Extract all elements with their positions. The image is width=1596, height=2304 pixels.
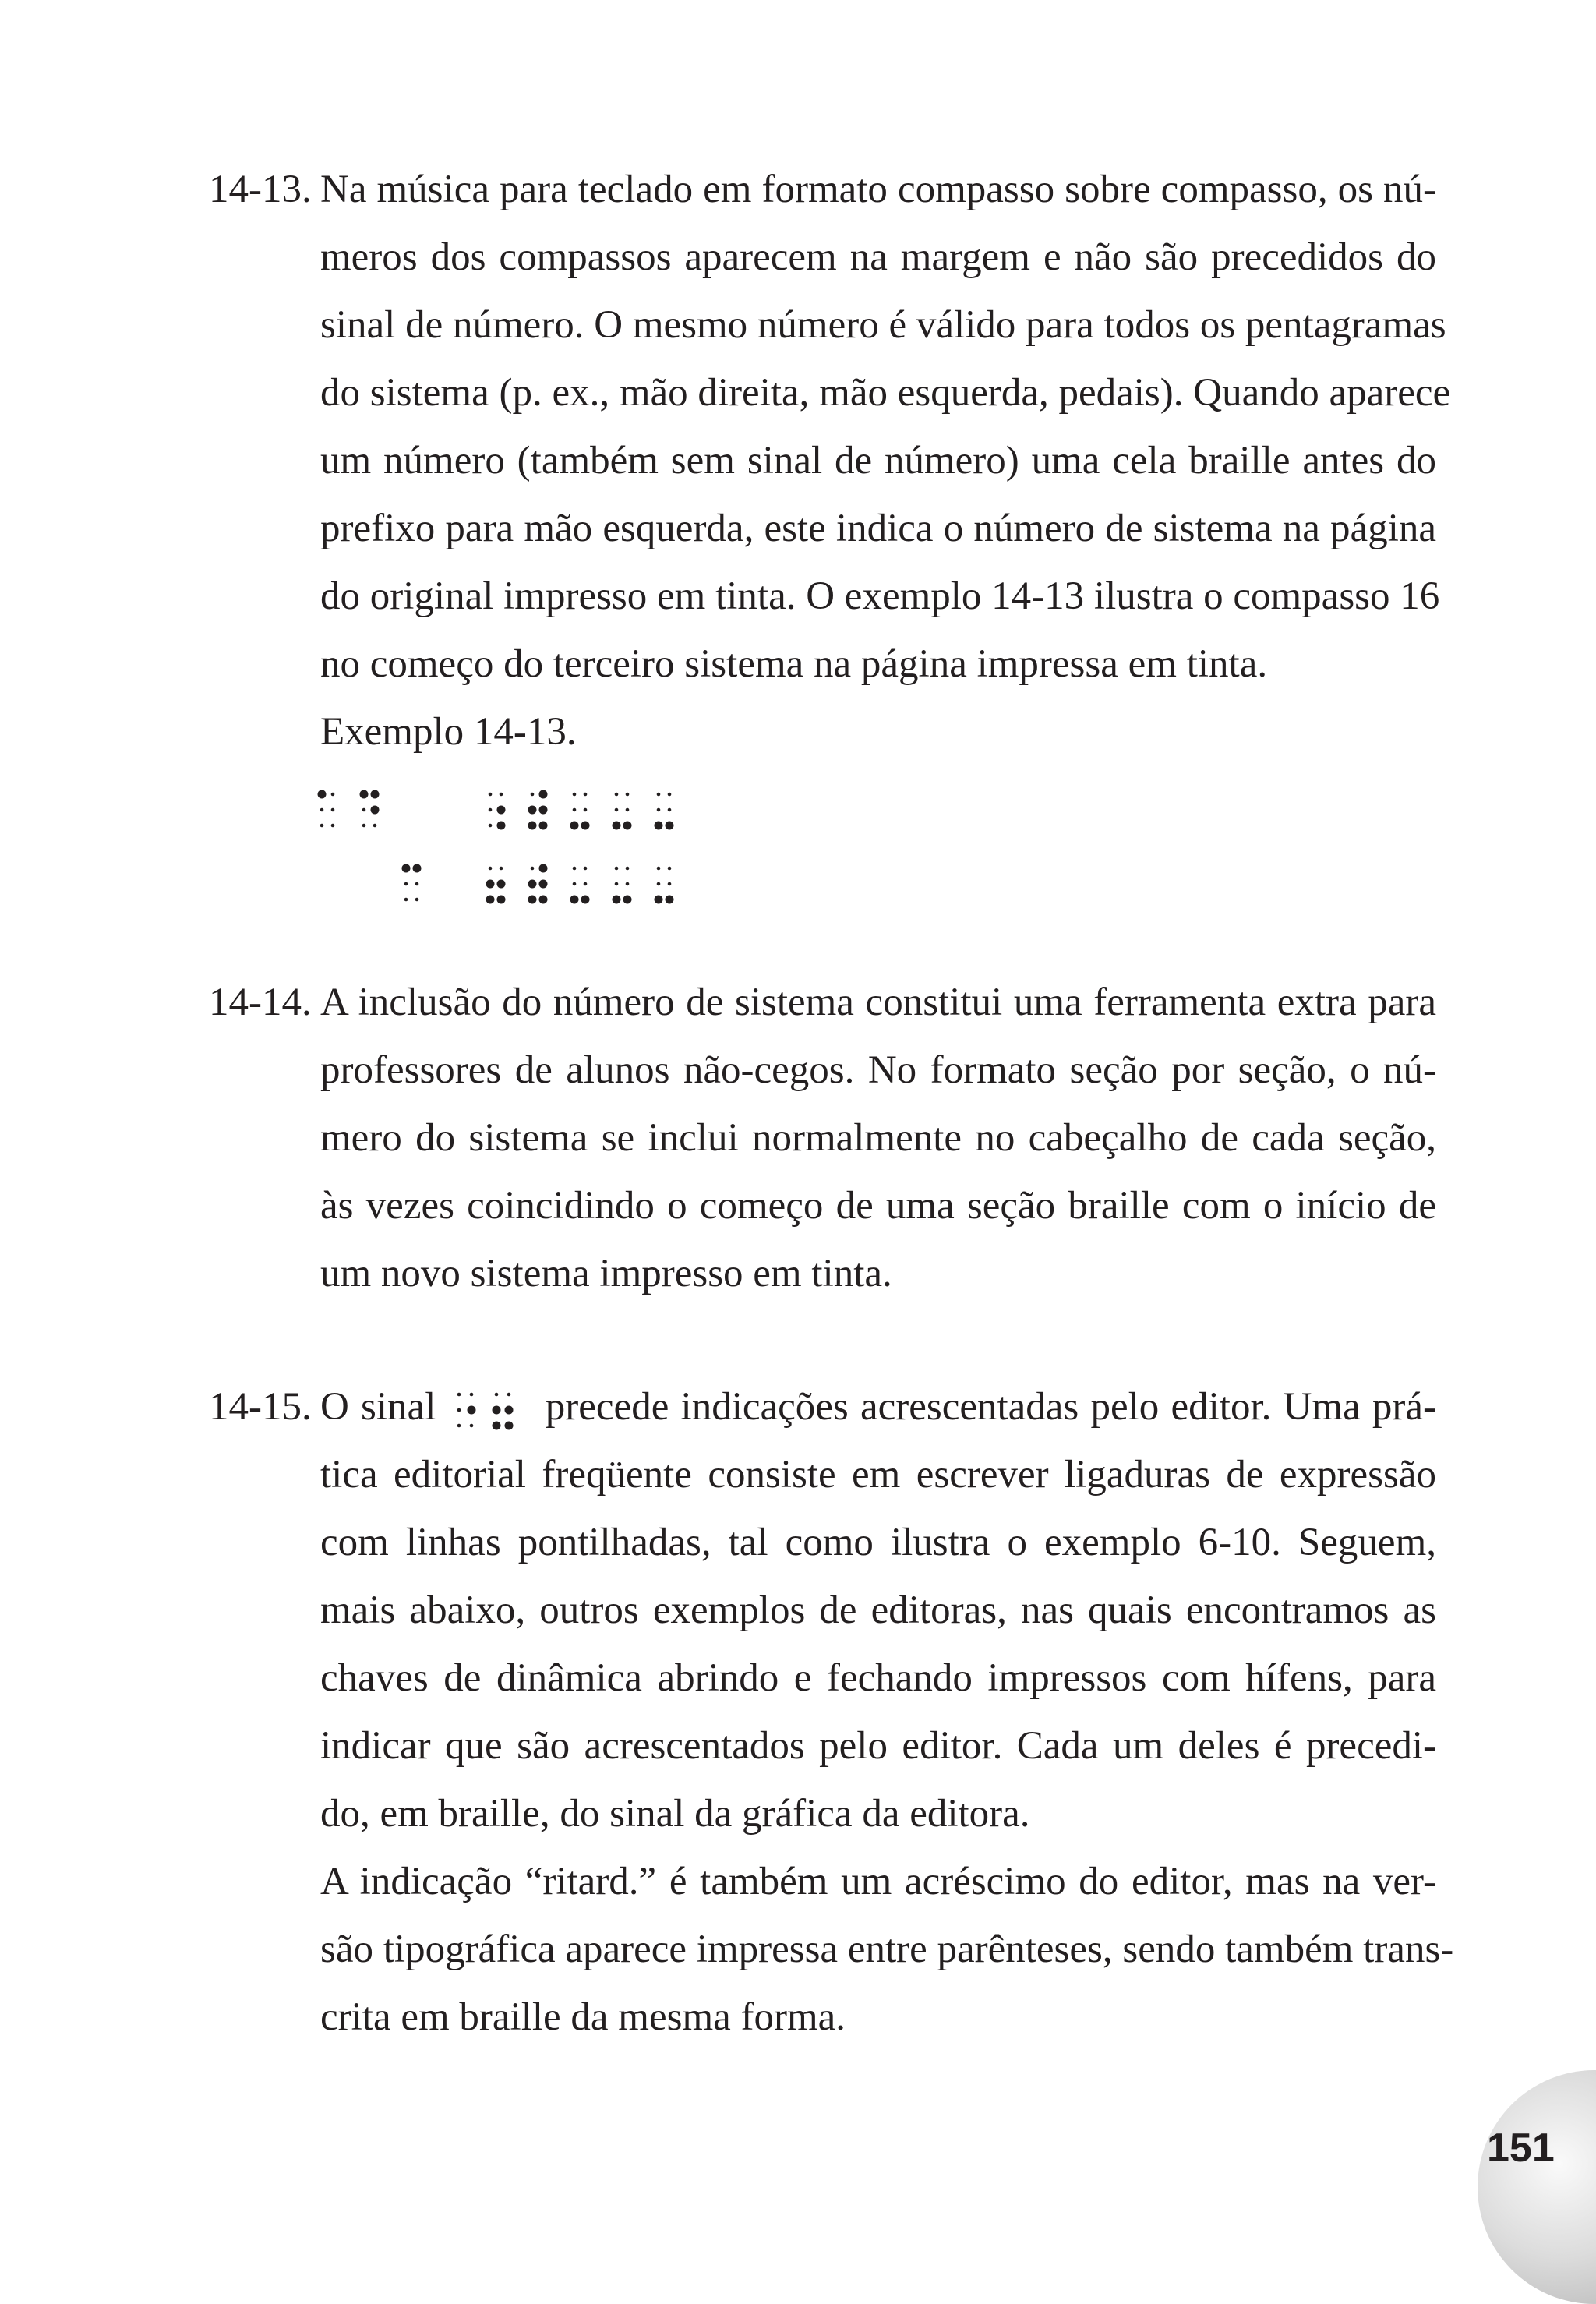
text-after-sign: precede indicações acrescentadas pelo editor. Uma prá- — [545, 1385, 1437, 1429]
text-line: um novo sistema impresso em tinta. — [320, 1252, 892, 1295]
braille-dot — [504, 1406, 513, 1415]
braille-dot — [613, 822, 621, 830]
text-line: indicar que são acrescentados pelo editor. Cada um deles é precedi- — [320, 1724, 1436, 1768]
braille-dot-empty — [573, 882, 577, 886]
braille-dot — [623, 822, 632, 830]
braille-dot — [666, 822, 674, 830]
braille-dot-empty — [657, 808, 661, 812]
braille-dot-empty — [362, 808, 366, 812]
text-line: do original impresso em tinta. O exemplo 14-13 ilustra o compasso 16 — [320, 574, 1440, 618]
braille-dot — [570, 896, 579, 904]
braille-dot-empty — [404, 898, 408, 902]
text-line: do, em braille, do sinal da gráfica da editora. — [320, 1792, 1030, 1836]
braille-cell — [360, 790, 380, 828]
braille-dot — [528, 806, 537, 815]
text-line: no começo do terceiro sistema na página impressa em tinta. — [320, 642, 1268, 686]
braille-dot — [528, 822, 537, 830]
braille-dot-empty — [584, 793, 588, 797]
braille-dot-empty — [584, 882, 588, 886]
text-line: prefixo para mão esquerda, este indica o número de sistema na página — [320, 507, 1436, 550]
braille-dot-empty — [489, 808, 493, 812]
braille-dot-empty — [507, 1393, 510, 1397]
braille-dot-empty — [584, 808, 588, 812]
braille-dot — [539, 822, 548, 830]
text-line: do sistema (p. ex., mão direita, mão esquerda, pedais). Quando aparece — [320, 371, 1451, 415]
braille-dot — [413, 864, 422, 873]
text-before-sign: O sinal — [320, 1385, 436, 1429]
braille-cell — [489, 793, 506, 830]
braille-dot — [613, 896, 621, 904]
braille-dot-empty — [626, 867, 630, 871]
braille-dot — [497, 806, 506, 815]
braille-dot-empty — [584, 867, 588, 871]
page-number: 151 — [1487, 2126, 1555, 2171]
braille-dot — [581, 822, 590, 830]
braille-dot-empty — [373, 824, 377, 828]
braille-cell — [457, 1393, 475, 1428]
braille-dot-empty — [657, 793, 661, 797]
section-number: 14-13. — [209, 168, 312, 211]
braille-dot — [666, 896, 674, 904]
text-line: tica editorial freqüente consiste em escrever ligaduras de expressão — [320, 1453, 1436, 1497]
example-label: Exemplo 14-13. — [320, 710, 577, 754]
braille-dot — [570, 822, 579, 830]
braille-dot — [655, 896, 663, 904]
braille-dot-empty — [668, 882, 672, 886]
braille-dot — [467, 1406, 475, 1415]
braille-dot-empty — [531, 793, 535, 797]
section-number: 14-15. — [209, 1385, 312, 1429]
braille-dot-empty — [415, 898, 419, 902]
braille-dot — [539, 880, 548, 889]
text-line: às vezes coincidindo o começo de uma seção braille com o início de — [320, 1184, 1436, 1228]
braille-cell — [492, 1393, 513, 1430]
braille-dot-empty — [573, 793, 577, 797]
braille-dot-empty — [668, 793, 672, 797]
braille-dot-empty — [415, 882, 419, 886]
braille-cell — [570, 867, 590, 904]
braille-dot-empty — [457, 1408, 461, 1412]
text-line-with-sign — [320, 1373, 1436, 1441]
braille-dot-empty — [657, 882, 661, 886]
text-line: crita em braille da mesma forma. — [320, 1995, 846, 2039]
braille-dot-empty — [404, 882, 408, 886]
braille-dot — [318, 790, 327, 799]
braille-dot-empty — [331, 824, 335, 828]
braille-dot-empty — [331, 808, 335, 812]
braille-dot — [623, 896, 632, 904]
text-line: são tipográfica aparece impressa entre parênteses, sendo também trans- — [320, 1928, 1454, 1971]
braille-dot-empty — [320, 824, 324, 828]
braille-cell — [613, 867, 632, 904]
braille-dot — [497, 880, 506, 889]
braille-dot — [486, 896, 495, 904]
text-line: mero do sistema se inclui normalmente no cabeçalho de cada seção, — [320, 1116, 1436, 1160]
braille-example-14-13 — [316, 782, 674, 914]
braille-dot-empty — [531, 867, 535, 871]
braille-dot-empty — [626, 793, 630, 797]
text-line: com linhas pontilhadas, tal como ilustra o exemplo 6-10. Seguem, — [320, 1521, 1436, 1564]
braille-dot — [497, 822, 506, 830]
braille-dot-empty — [615, 867, 619, 871]
text-line: mais abaixo, outros exemplos de editoras, nas quais encontramos as — [320, 1588, 1436, 1632]
braille-dot — [539, 806, 548, 815]
section-number: 14-14. — [209, 981, 312, 1024]
braille-dot-empty — [500, 793, 503, 797]
text-line: A indicação “ritard.” é também um acréscimo do editor, mas na ver- — [320, 1860, 1436, 1903]
braille-dot — [371, 790, 380, 799]
braille-dot — [539, 864, 548, 873]
braille-dot-empty — [489, 867, 493, 871]
braille-dot-empty — [489, 824, 493, 828]
braille-dot-empty — [331, 793, 335, 797]
text-line: sinal de número. O mesmo número é válido para todos os pentagramas — [320, 303, 1446, 347]
braille-dot — [539, 790, 548, 799]
braille-cell — [655, 793, 674, 830]
braille-dot-empty — [489, 793, 493, 797]
braille-dot-empty — [457, 1424, 461, 1428]
braille-dot-empty — [615, 793, 619, 797]
section-body — [320, 1373, 1454, 2051]
braille-dot — [504, 1422, 513, 1430]
braille-dot-empty — [573, 867, 577, 871]
braille-dot-empty — [320, 808, 324, 812]
section-body — [320, 969, 1436, 1308]
braille-cell — [655, 867, 674, 904]
editor-sign-braille — [448, 1387, 534, 1433]
braille-dot-empty — [362, 824, 366, 828]
braille-dot-empty — [500, 867, 503, 871]
braille-dot-empty — [615, 882, 619, 886]
braille-dot-empty — [494, 1393, 498, 1397]
braille-dot — [497, 896, 506, 904]
braille-dot-empty — [615, 808, 619, 812]
braille-cell — [402, 864, 422, 902]
braille-cell — [528, 864, 548, 904]
text-line: professores de alunos não-cegos. No formato seção por seção, o nú- — [320, 1048, 1436, 1092]
section-body — [320, 156, 1451, 766]
braille-cell — [570, 793, 590, 830]
braille-dot-empty — [573, 808, 577, 812]
braille-dot — [371, 806, 380, 815]
braille-dot — [528, 880, 537, 889]
braille-dot — [539, 896, 548, 904]
braille-dot — [492, 1406, 500, 1415]
braille-dot-empty — [469, 1393, 473, 1397]
braille-cell — [528, 790, 548, 830]
page-number-tab — [1478, 2070, 1596, 2304]
braille-dot — [528, 896, 537, 904]
braille-dot-empty — [457, 1393, 461, 1397]
text-line: Na música para teclado em formato compasso sobre compasso, os nú- — [320, 168, 1436, 211]
braille-dot — [486, 880, 495, 889]
text-line: A inclusão do número de sistema constitui uma ferramenta extra para — [320, 981, 1436, 1024]
braille-dot-empty — [668, 867, 672, 871]
braille-cell — [486, 867, 506, 904]
braille-dot-empty — [469, 1424, 473, 1428]
braille-dot-empty — [657, 867, 661, 871]
text-line: um número (também sem sinal de número) uma cela braille antes do — [320, 439, 1436, 482]
text-line: meros dos compassos aparecem na margem e não são precedidos do — [320, 235, 1436, 279]
text-line: chaves de dinâmica abrindo e fechando impressos com hífens, para — [320, 1656, 1436, 1700]
braille-dot-empty — [626, 808, 630, 812]
braille-dot — [360, 790, 369, 799]
braille-dot-empty — [668, 808, 672, 812]
braille-cell — [613, 793, 632, 830]
braille-cell — [318, 790, 335, 828]
braille-dot — [492, 1422, 500, 1430]
braille-dot — [581, 896, 590, 904]
braille-dot-empty — [626, 882, 630, 886]
braille-dot — [655, 822, 663, 830]
braille-dot — [402, 864, 411, 873]
